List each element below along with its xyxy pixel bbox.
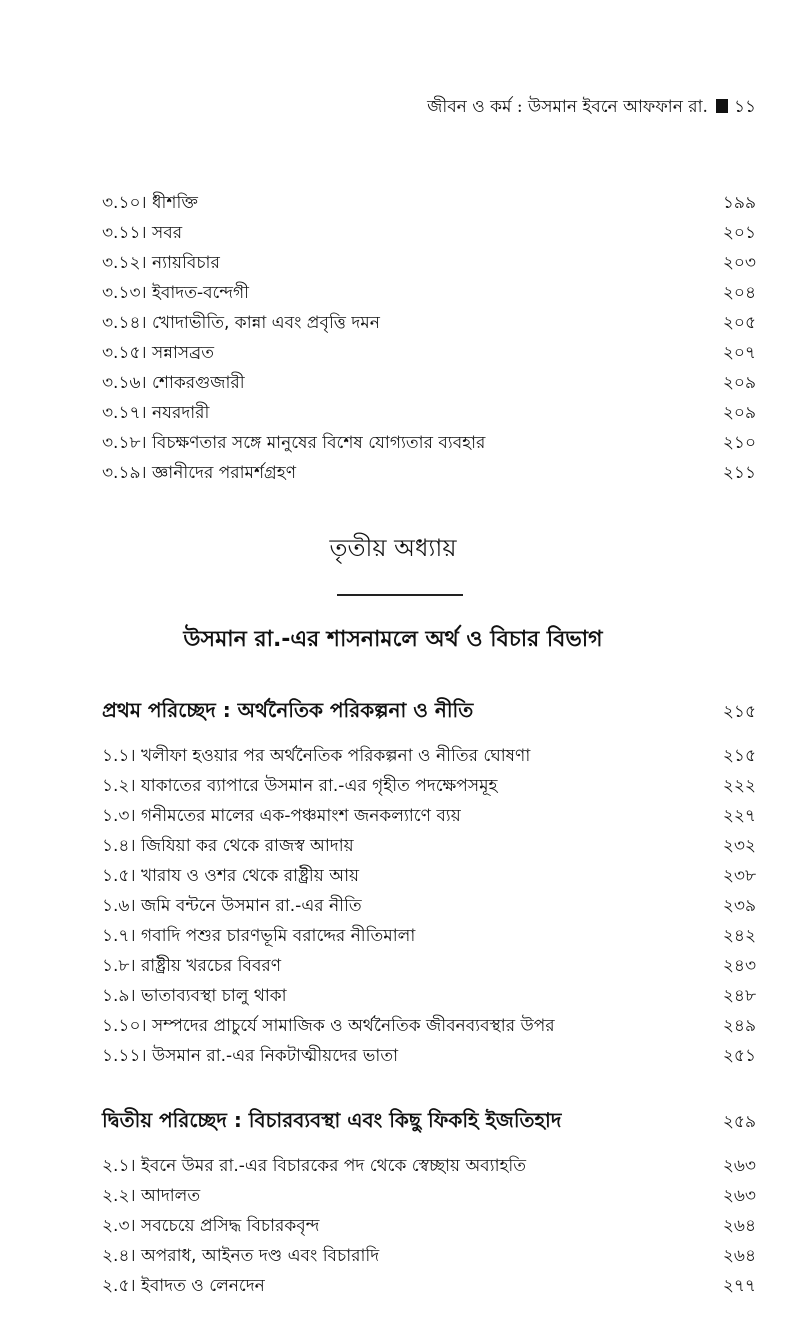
toc-row — [102, 741, 756, 771]
toc-label: ৩.১৫। সন্নাসব্রত — [102, 343, 214, 363]
toc-row — [102, 338, 756, 368]
toc-page: ২১০ — [722, 433, 756, 453]
toc-row — [102, 1271, 756, 1301]
toc-label: ২.১। ইবনে উমর রা.-এর বিচারকের পদ থেকে স্বেচ্ছায় অব্যাহতি — [102, 1156, 527, 1176]
toc-row — [102, 801, 756, 831]
toc-row — [102, 951, 756, 981]
running-title: জীবন ও কর্ম : উসমান ইবনে আফফান রা. — [427, 97, 708, 117]
toc-label: ৩.১১। সবর — [102, 223, 183, 243]
section-page: ২১৫ — [722, 702, 756, 722]
toc-page: ২০৪ — [722, 283, 756, 303]
toc-row — [102, 861, 756, 891]
chapter-subtitle: উসমান রা.-এর শাসনামলে অর্থ ও বিচার বিভাগ — [183, 627, 603, 652]
toc-row — [102, 428, 756, 458]
toc-row — [102, 278, 756, 308]
toc-page: ২০৭ — [722, 343, 756, 363]
toc-page: ২১৫ — [722, 746, 756, 766]
toc-label: ৩.১৭। নযরদারী — [102, 403, 210, 423]
toc-row — [102, 368, 756, 398]
toc-label: ১.৭। গবাদি পশুর চারণভূমি বরাদ্দের নীতিমালা — [102, 926, 416, 946]
toc-row — [102, 1241, 756, 1271]
toc-row — [102, 308, 756, 338]
toc-label: ১.৮। রাষ্ট্রীয় খরচের বিবরণ — [102, 956, 282, 976]
section-title: দ্বিতীয় পরিচ্ছেদ : বিচারব্যবস্থা এবং কিছু ফিকহি ইজতিহাদ — [102, 1108, 562, 1132]
toc-page: ২০৫ — [722, 313, 756, 333]
toc-page: ২০১ — [722, 223, 756, 243]
toc-row — [102, 771, 756, 801]
toc-page: ২৪৩ — [722, 956, 756, 976]
toc-page: ২০৯ — [722, 373, 756, 393]
chapter-title: তৃতীয় অধ্যায় — [329, 534, 457, 562]
toc-page: ২৩৯ — [722, 896, 756, 916]
toc-section1 — [102, 741, 756, 1071]
toc-label: ৩.১৩। ইবাদত-বন্দেগী — [102, 283, 250, 303]
toc-label: ৩.১০। ধীশক্তি — [102, 193, 198, 213]
toc-page: ২৪৮ — [722, 986, 756, 1006]
toc-label: ১.৬। জমি বন্টনে উসমান রা.-এর নীতি — [102, 896, 362, 916]
toc-page: ২১১ — [722, 463, 756, 483]
toc-label: ১.৩। গনীমতের মালের এক-পঞ্চমাংশ জনকল্যাণে ব্যয় — [102, 806, 461, 826]
toc-label: ১.৫। খারায ও ওশর থেকে রাষ্ট্রীয় আয় — [102, 866, 360, 886]
toc-part1 — [102, 188, 756, 488]
toc-page: ২২২ — [722, 776, 756, 796]
toc-page: ২৬৩ — [722, 1186, 756, 1206]
toc-row — [102, 1181, 756, 1211]
toc-label: ১.১০। সম্পদের প্রাচুর্যে সামাজিক ও অর্থনৈতিক জীবনব্যবস্থার উপর — [102, 1016, 555, 1036]
toc-label: ৩.১৪। খোদাভীতি, কান্না এবং প্রবৃত্তি দমন — [102, 313, 380, 333]
toc-label: ১.২। যাকাতের ব্যাপারে উসমান রা.-এর গৃহীত পদক্ষেপসমূহ — [102, 776, 498, 796]
toc-page: ২০৯ — [722, 403, 756, 423]
running-header — [0, 94, 756, 122]
square-bullet-icon — [716, 99, 728, 113]
toc-section2 — [102, 1151, 756, 1301]
toc-row — [102, 921, 756, 951]
toc-label: ১.৯। ভাতাব্যবস্থা চালু থাকা — [102, 986, 287, 1006]
toc-label: ১.৪। জিযিয়া কর থেকে রাজস্ব আদায় — [102, 836, 354, 856]
toc-label: ১.১। খলীফা হওয়ার পর অর্থনৈতিক পরিকল্পনা ও নীতির ঘোষণা — [102, 746, 531, 766]
toc-row — [102, 1151, 756, 1181]
toc-page: ২২৭ — [722, 806, 756, 826]
toc-label: ৩.১৮। বিচক্ষণতার সঙ্গে মানুষের বিশেষ যোগ্যতার ব্যবহার — [102, 433, 486, 453]
toc-row — [102, 458, 756, 488]
toc-label: ১.১১। উসমান রা.-এর নিকটাত্মীয়দের ভাতা — [102, 1046, 399, 1066]
toc-page: ২৩২ — [722, 836, 756, 856]
toc-row — [102, 398, 756, 428]
toc-label: ৩.১২। ন্যায়বিচার — [102, 253, 220, 273]
toc-page: ২৬৪ — [722, 1246, 756, 1266]
toc-row — [102, 891, 756, 921]
toc-page: ২৭৭ — [722, 1276, 756, 1296]
toc-label: ৩.১৯। জ্ঞানীদের পরামর্শগ্রহণ — [102, 463, 296, 483]
toc-row — [102, 218, 756, 248]
toc-row — [102, 831, 756, 861]
toc-row — [102, 248, 756, 278]
toc-page: ২৬৪ — [722, 1216, 756, 1236]
toc-label: ২.২। আদালত — [102, 1186, 201, 1206]
toc-page: ২০৩ — [722, 253, 756, 273]
toc-label: ২.৩। সবচেয়ে প্রসিদ্ধ বিচারকবৃন্দ — [102, 1216, 320, 1236]
toc-page: ১৯৯ — [722, 193, 756, 213]
toc-label: ২.৫। ইবাদত ও লেনদেন — [102, 1276, 265, 1296]
page-number: ১১ — [733, 97, 756, 117]
toc-page: ২৩৮ — [722, 866, 756, 886]
toc-label: ২.৪। অপরাধ, আইনত দণ্ড এবং বিচারাদি — [102, 1246, 380, 1266]
toc-page: ২৬৩ — [722, 1156, 756, 1176]
toc-row — [102, 1011, 756, 1041]
toc-label: ৩.১৬। শোকরগুজারী — [102, 373, 245, 393]
section-heading-2 — [102, 1106, 756, 1139]
toc-row — [102, 1041, 756, 1071]
toc-row — [102, 981, 756, 1011]
toc-row — [102, 188, 756, 218]
toc-row — [102, 1211, 756, 1241]
toc-page: ২৪২ — [722, 926, 756, 946]
toc-page: ২৪৯ — [722, 1016, 756, 1036]
section-page: ২৫৯ — [722, 1112, 756, 1132]
section-title: প্রথম পরিচ্ছেদ : অর্থনৈতিক পরিকল্পনা ও নীতি — [102, 698, 474, 722]
toc-page: ২৫১ — [722, 1046, 756, 1066]
section-heading-1 — [102, 696, 756, 729]
divider-line — [337, 594, 463, 596]
